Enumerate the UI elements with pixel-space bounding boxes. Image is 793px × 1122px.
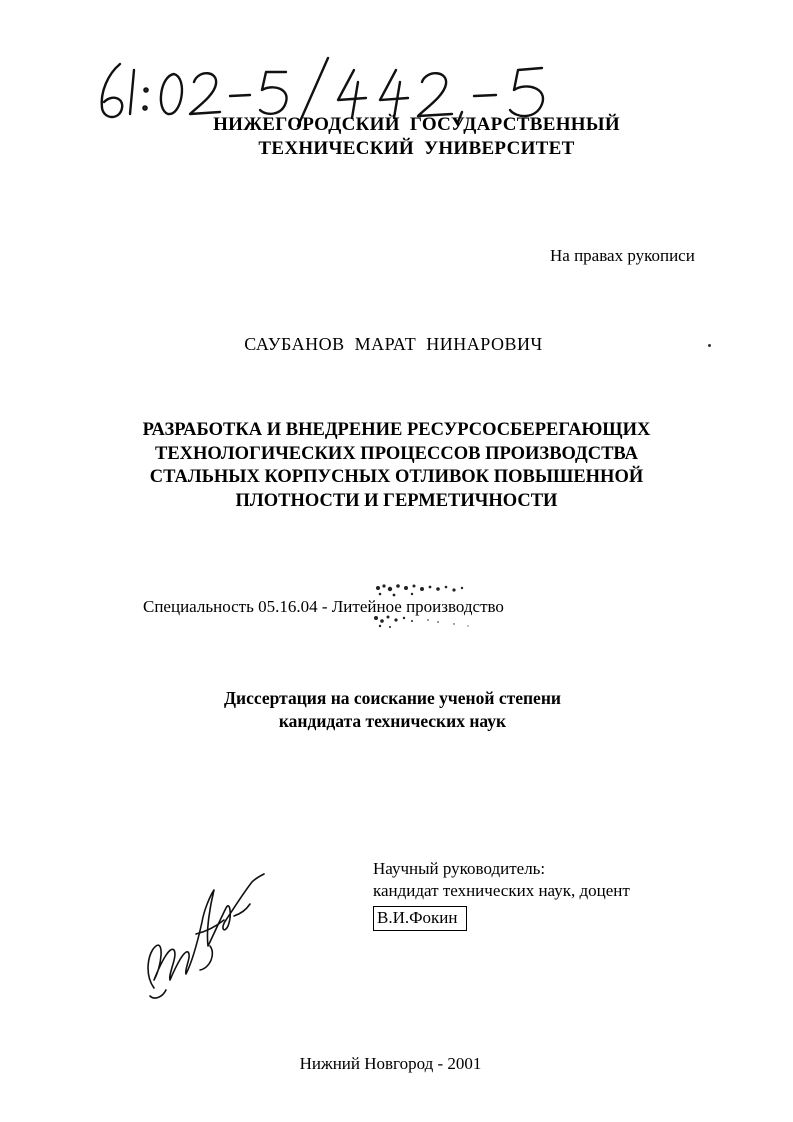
supervisor-degree: кандидат технических наук, доцент [373, 881, 630, 900]
degree-line-2: кандидата технических наук [278, 711, 507, 731]
specialty-line: Специальность 05.16.04 - Литейное производство [143, 597, 504, 616]
rights-note: На правах рукописи [550, 246, 695, 265]
university-name [20, 113, 793, 161]
supervisor-label: Научный руководитель: [373, 859, 546, 878]
title-line: ПЛОТНОСТИ И ГЕРМЕТИЧНОСТИ [235, 490, 558, 511]
degree-line-1: Диссертация на соискание ученой степени [224, 688, 561, 708]
title-line: РАЗРАБОТКА И ВНЕДРЕНИЕ РЕСУРСОСБЕРЕГАЮЩИХ [142, 420, 651, 440]
degree-statement [0, 687, 789, 733]
title-line: ТЕХНОЛОГИЧЕСКИХ ПРОЦЕССОВ ПРОИЗВОДСТВА [155, 443, 638, 464]
title-line: СТАЛЬНЫХ КОРПУСНЫХ ОТЛИВОК ПОВЫШЕННОЙ [149, 467, 644, 487]
university-line-2: ТЕХНИЧЕСКИЙ УНИВЕРСИТЕТ [258, 138, 575, 159]
author-signature [140, 870, 270, 1005]
dissertation-title [0, 419, 793, 513]
supervisor-name: В.И.Фокин [373, 906, 467, 931]
university-line-1: НИЖЕГОРОДСКИЙ ГОСУДАРСТВЕННЫЙ [213, 114, 620, 135]
ink-smudge [368, 580, 478, 632]
place-and-year: Нижний Новгород - 2001 [299, 1054, 482, 1073]
author-name: САУБАНОВ МАРАТ НИНАРОВИЧ [244, 334, 543, 354]
speck-mark [708, 344, 711, 347]
supervisor-block [373, 858, 630, 931]
